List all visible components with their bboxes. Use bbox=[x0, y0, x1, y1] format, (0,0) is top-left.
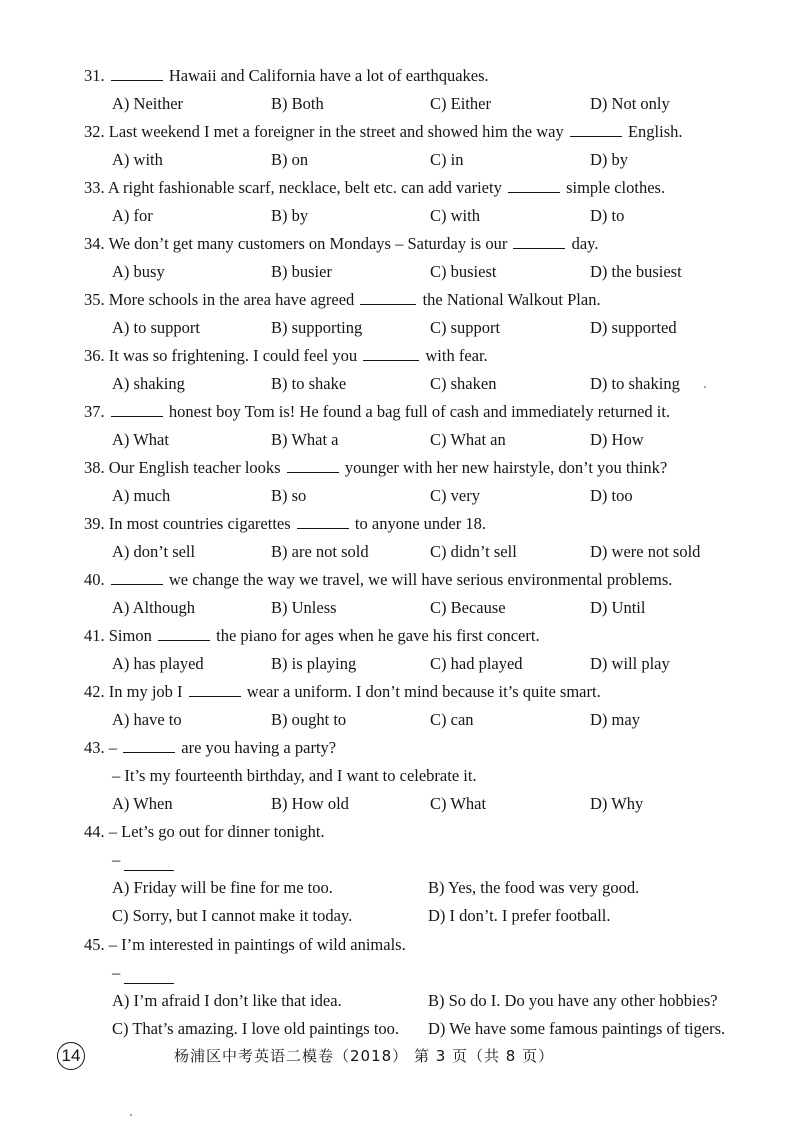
option-b: B) Both bbox=[271, 94, 324, 113]
option-a: A) Friday will be fine for me too. bbox=[112, 878, 333, 897]
option-b: B) to shake bbox=[271, 374, 347, 393]
answer-blank bbox=[508, 179, 560, 193]
options-row bbox=[84, 317, 774, 339]
options-row bbox=[84, 261, 774, 283]
option-a: A) Neither bbox=[112, 94, 184, 113]
option-a: A) shaking bbox=[112, 374, 185, 393]
scan-speck bbox=[130, 1114, 132, 1116]
options-row-1 bbox=[84, 990, 774, 1012]
question-number: 44. bbox=[84, 822, 105, 841]
option-a: A) much bbox=[112, 486, 171, 505]
question-40 bbox=[84, 569, 774, 619]
option-a: A) don’t sell bbox=[112, 542, 196, 561]
option-d: D) How bbox=[590, 430, 644, 449]
question-stem bbox=[84, 934, 774, 956]
options-row bbox=[84, 653, 774, 675]
question-stem bbox=[84, 401, 774, 423]
question-number: 35. bbox=[84, 290, 105, 309]
option-c: C) Because bbox=[430, 598, 506, 617]
question-stem bbox=[84, 513, 774, 535]
option-a: A) busy bbox=[112, 262, 165, 281]
question-38 bbox=[84, 457, 774, 507]
question-35 bbox=[84, 289, 774, 339]
option-b: B) are not sold bbox=[271, 542, 369, 561]
options-row-2 bbox=[84, 905, 774, 927]
option-b: B) supporting bbox=[271, 318, 363, 337]
question-number: 31. bbox=[84, 66, 105, 85]
answer-blank bbox=[287, 459, 339, 473]
option-b: B) How old bbox=[271, 794, 349, 813]
question-42 bbox=[84, 681, 774, 731]
option-a: A) I’m afraid I don’t like that idea. bbox=[112, 991, 342, 1010]
option-a: A) has played bbox=[112, 654, 204, 673]
option-d: D) to shaking bbox=[590, 374, 680, 393]
option-c: C) in bbox=[430, 150, 464, 169]
option-d: D) I don’t. I prefer football. bbox=[428, 906, 611, 925]
options-row bbox=[84, 541, 774, 563]
question-45 bbox=[84, 934, 774, 1040]
stem-text-before: More schools in the area have agreed bbox=[108, 290, 355, 309]
question-43 bbox=[84, 737, 774, 815]
option-b: B) so bbox=[271, 486, 307, 505]
options-row bbox=[84, 485, 774, 507]
footer-caption: 杨浦区中考英语二模卷（2018） 第 3 页（共 8 页） bbox=[174, 1047, 555, 1065]
option-a: A) have to bbox=[112, 710, 182, 729]
reply-line bbox=[84, 962, 774, 984]
question-39 bbox=[84, 513, 774, 563]
option-a: A) What bbox=[112, 430, 169, 449]
option-d: D) by bbox=[590, 150, 629, 169]
options-row bbox=[84, 597, 774, 619]
answer-blank bbox=[513, 235, 565, 249]
stem-text-before: Our English teacher looks bbox=[108, 458, 281, 477]
options-row bbox=[84, 709, 774, 731]
stem-text-before: A right fashionable scarf, necklace, belt etc. can add variety bbox=[107, 178, 502, 197]
stem-text-after: younger with her new hairstyle, don’t you think? bbox=[340, 458, 668, 477]
question-31 bbox=[84, 65, 774, 115]
question-44 bbox=[84, 821, 774, 927]
dialogue-reply: – It’s my fourteenth birthday, and I want to celebrate it. bbox=[112, 766, 477, 785]
answer-blank bbox=[363, 347, 419, 361]
answer-blank bbox=[111, 403, 163, 417]
option-d: D) Until bbox=[590, 598, 646, 617]
question-stem bbox=[84, 177, 774, 199]
option-c: C) very bbox=[430, 486, 480, 505]
stem-dash: – bbox=[108, 738, 117, 757]
question-41 bbox=[84, 625, 774, 675]
stem-text: – I’m interested in paintings of wild animals. bbox=[108, 935, 406, 954]
option-a: A) Although bbox=[112, 598, 195, 617]
options-row bbox=[84, 373, 774, 395]
stem-text-after: honest boy Tom is! He found a bag full of cash and immediately returned it. bbox=[164, 402, 671, 421]
option-c: C) had played bbox=[430, 654, 523, 673]
options-row-1 bbox=[84, 877, 774, 899]
option-d: D) supported bbox=[590, 318, 677, 337]
question-34 bbox=[84, 233, 774, 283]
answer-blank bbox=[297, 515, 349, 529]
stem-text-before: Simon bbox=[108, 626, 152, 645]
answer-blank bbox=[124, 857, 174, 871]
answer-blank bbox=[111, 67, 163, 81]
option-d: D) Why bbox=[590, 794, 644, 813]
reply-dash: – bbox=[112, 850, 121, 869]
stem-text-before: We don’t get many customers on Mondays – Saturday is our bbox=[108, 234, 508, 253]
option-a: A) with bbox=[112, 150, 163, 169]
option-b: B) What a bbox=[271, 430, 339, 449]
option-c: C) support bbox=[430, 318, 501, 337]
question-stem bbox=[84, 289, 774, 311]
question-stem bbox=[84, 121, 774, 143]
question-stem bbox=[84, 65, 774, 87]
answer-blank bbox=[189, 683, 241, 697]
option-c: C) Sorry, but I cannot make it today. bbox=[112, 906, 353, 925]
option-c: C) shaken bbox=[430, 374, 497, 393]
option-a: A) for bbox=[112, 206, 153, 225]
option-b: B) Yes, the food was very good. bbox=[428, 878, 640, 897]
option-d: D) too bbox=[590, 486, 633, 505]
option-d: D) will play bbox=[590, 654, 670, 673]
option-b: B) is playing bbox=[271, 654, 357, 673]
question-number: 36. bbox=[84, 346, 105, 365]
option-b: B) busier bbox=[271, 262, 332, 281]
question-number: 43. bbox=[84, 738, 105, 757]
stem-text: are you having a party? bbox=[177, 738, 337, 757]
options-row bbox=[84, 429, 774, 451]
page-number-circle: 14 bbox=[57, 1042, 85, 1070]
option-b: B) So do I. Do you have any other hobbies? bbox=[428, 991, 718, 1010]
answer-blank bbox=[158, 627, 210, 641]
stem-text-after: the piano for ages when he gave his first concert. bbox=[211, 626, 540, 645]
stem-text-before: In most countries cigarettes bbox=[108, 514, 291, 533]
option-d: D) We have some famous paintings of tigers. bbox=[428, 1019, 726, 1038]
question-stem bbox=[84, 737, 774, 759]
question-number: 37. bbox=[84, 402, 105, 421]
stem-text-after: day. bbox=[567, 234, 599, 253]
option-c: C) didn’t sell bbox=[430, 542, 517, 561]
options-row bbox=[84, 93, 774, 115]
stem-text-before: In my job I bbox=[108, 682, 183, 701]
option-c: C) with bbox=[430, 206, 480, 225]
option-b: B) Unless bbox=[271, 598, 337, 617]
question-37 bbox=[84, 401, 774, 451]
stem-text-before: It was so frightening. I could feel you bbox=[108, 346, 358, 365]
stem-text-after: Hawaii and California have a lot of earthquakes. bbox=[164, 66, 489, 85]
stem-text: – Let’s go out for dinner tonight. bbox=[108, 822, 325, 841]
question-stem bbox=[84, 457, 774, 479]
question-number: 42. bbox=[84, 682, 105, 701]
answer-blank bbox=[570, 123, 622, 137]
options-row bbox=[84, 793, 774, 815]
page-footer bbox=[0, 1042, 800, 1072]
question-stem bbox=[84, 345, 774, 367]
question-stem bbox=[84, 625, 774, 647]
question-33 bbox=[84, 177, 774, 227]
stem-text-after: English. bbox=[623, 122, 683, 141]
option-a: A) When bbox=[112, 794, 173, 813]
question-36 bbox=[84, 345, 774, 395]
option-c: C) busiest bbox=[430, 262, 497, 281]
question-32 bbox=[84, 121, 774, 171]
option-d: D) Not only bbox=[590, 94, 670, 113]
option-c: C) Either bbox=[430, 94, 491, 113]
stem-text-after: wear a uniform. I don’t mind because it’s quite smart. bbox=[242, 682, 601, 701]
option-c: C) What bbox=[430, 794, 487, 813]
question-number: 38. bbox=[84, 458, 105, 477]
question-number: 41. bbox=[84, 626, 105, 645]
reply-line bbox=[84, 849, 774, 871]
question-number: 40. bbox=[84, 570, 105, 589]
option-d: D) may bbox=[590, 710, 640, 729]
option-d: D) to bbox=[590, 206, 625, 225]
option-d: D) the busiest bbox=[590, 262, 682, 281]
option-b: B) ought to bbox=[271, 710, 347, 729]
option-c: C) That’s amazing. I love old paintings too. bbox=[112, 1019, 400, 1038]
question-stem bbox=[84, 233, 774, 255]
question-stem bbox=[84, 681, 774, 703]
reply-dash: – bbox=[112, 963, 121, 982]
stem-text-after: to anyone under 18. bbox=[350, 514, 486, 533]
option-b: B) on bbox=[271, 150, 309, 169]
scan-speck bbox=[704, 386, 706, 388]
stem-text-after: simple clothes. bbox=[561, 178, 666, 197]
option-b: B) by bbox=[271, 206, 309, 225]
question-stem bbox=[84, 569, 774, 591]
question-stem bbox=[84, 821, 774, 843]
question-number: 34. bbox=[84, 234, 105, 253]
answer-blank bbox=[111, 571, 163, 585]
options-row bbox=[84, 205, 774, 227]
stem-text-before: Last weekend I met a foreigner in the street and showed him the way bbox=[108, 122, 564, 141]
stem-text-after: we change the way we travel, we will have serious environmental problems. bbox=[164, 570, 673, 589]
answer-blank bbox=[360, 291, 416, 305]
stem-text-after: the National Walkout Plan. bbox=[418, 290, 601, 309]
option-a: A) to support bbox=[112, 318, 200, 337]
options-row-2 bbox=[84, 1018, 774, 1040]
question-number: 39. bbox=[84, 514, 105, 533]
question-number: 32. bbox=[84, 122, 105, 141]
answer-blank bbox=[124, 970, 174, 984]
stem-text-after: with fear. bbox=[421, 346, 488, 365]
options-row bbox=[84, 149, 774, 171]
option-c: C) What an bbox=[430, 430, 506, 449]
question-number: 45. bbox=[84, 935, 105, 954]
option-c: C) can bbox=[430, 710, 474, 729]
question-number: 33. bbox=[84, 178, 105, 197]
option-d: D) were not sold bbox=[590, 542, 701, 561]
answer-blank bbox=[123, 739, 175, 753]
